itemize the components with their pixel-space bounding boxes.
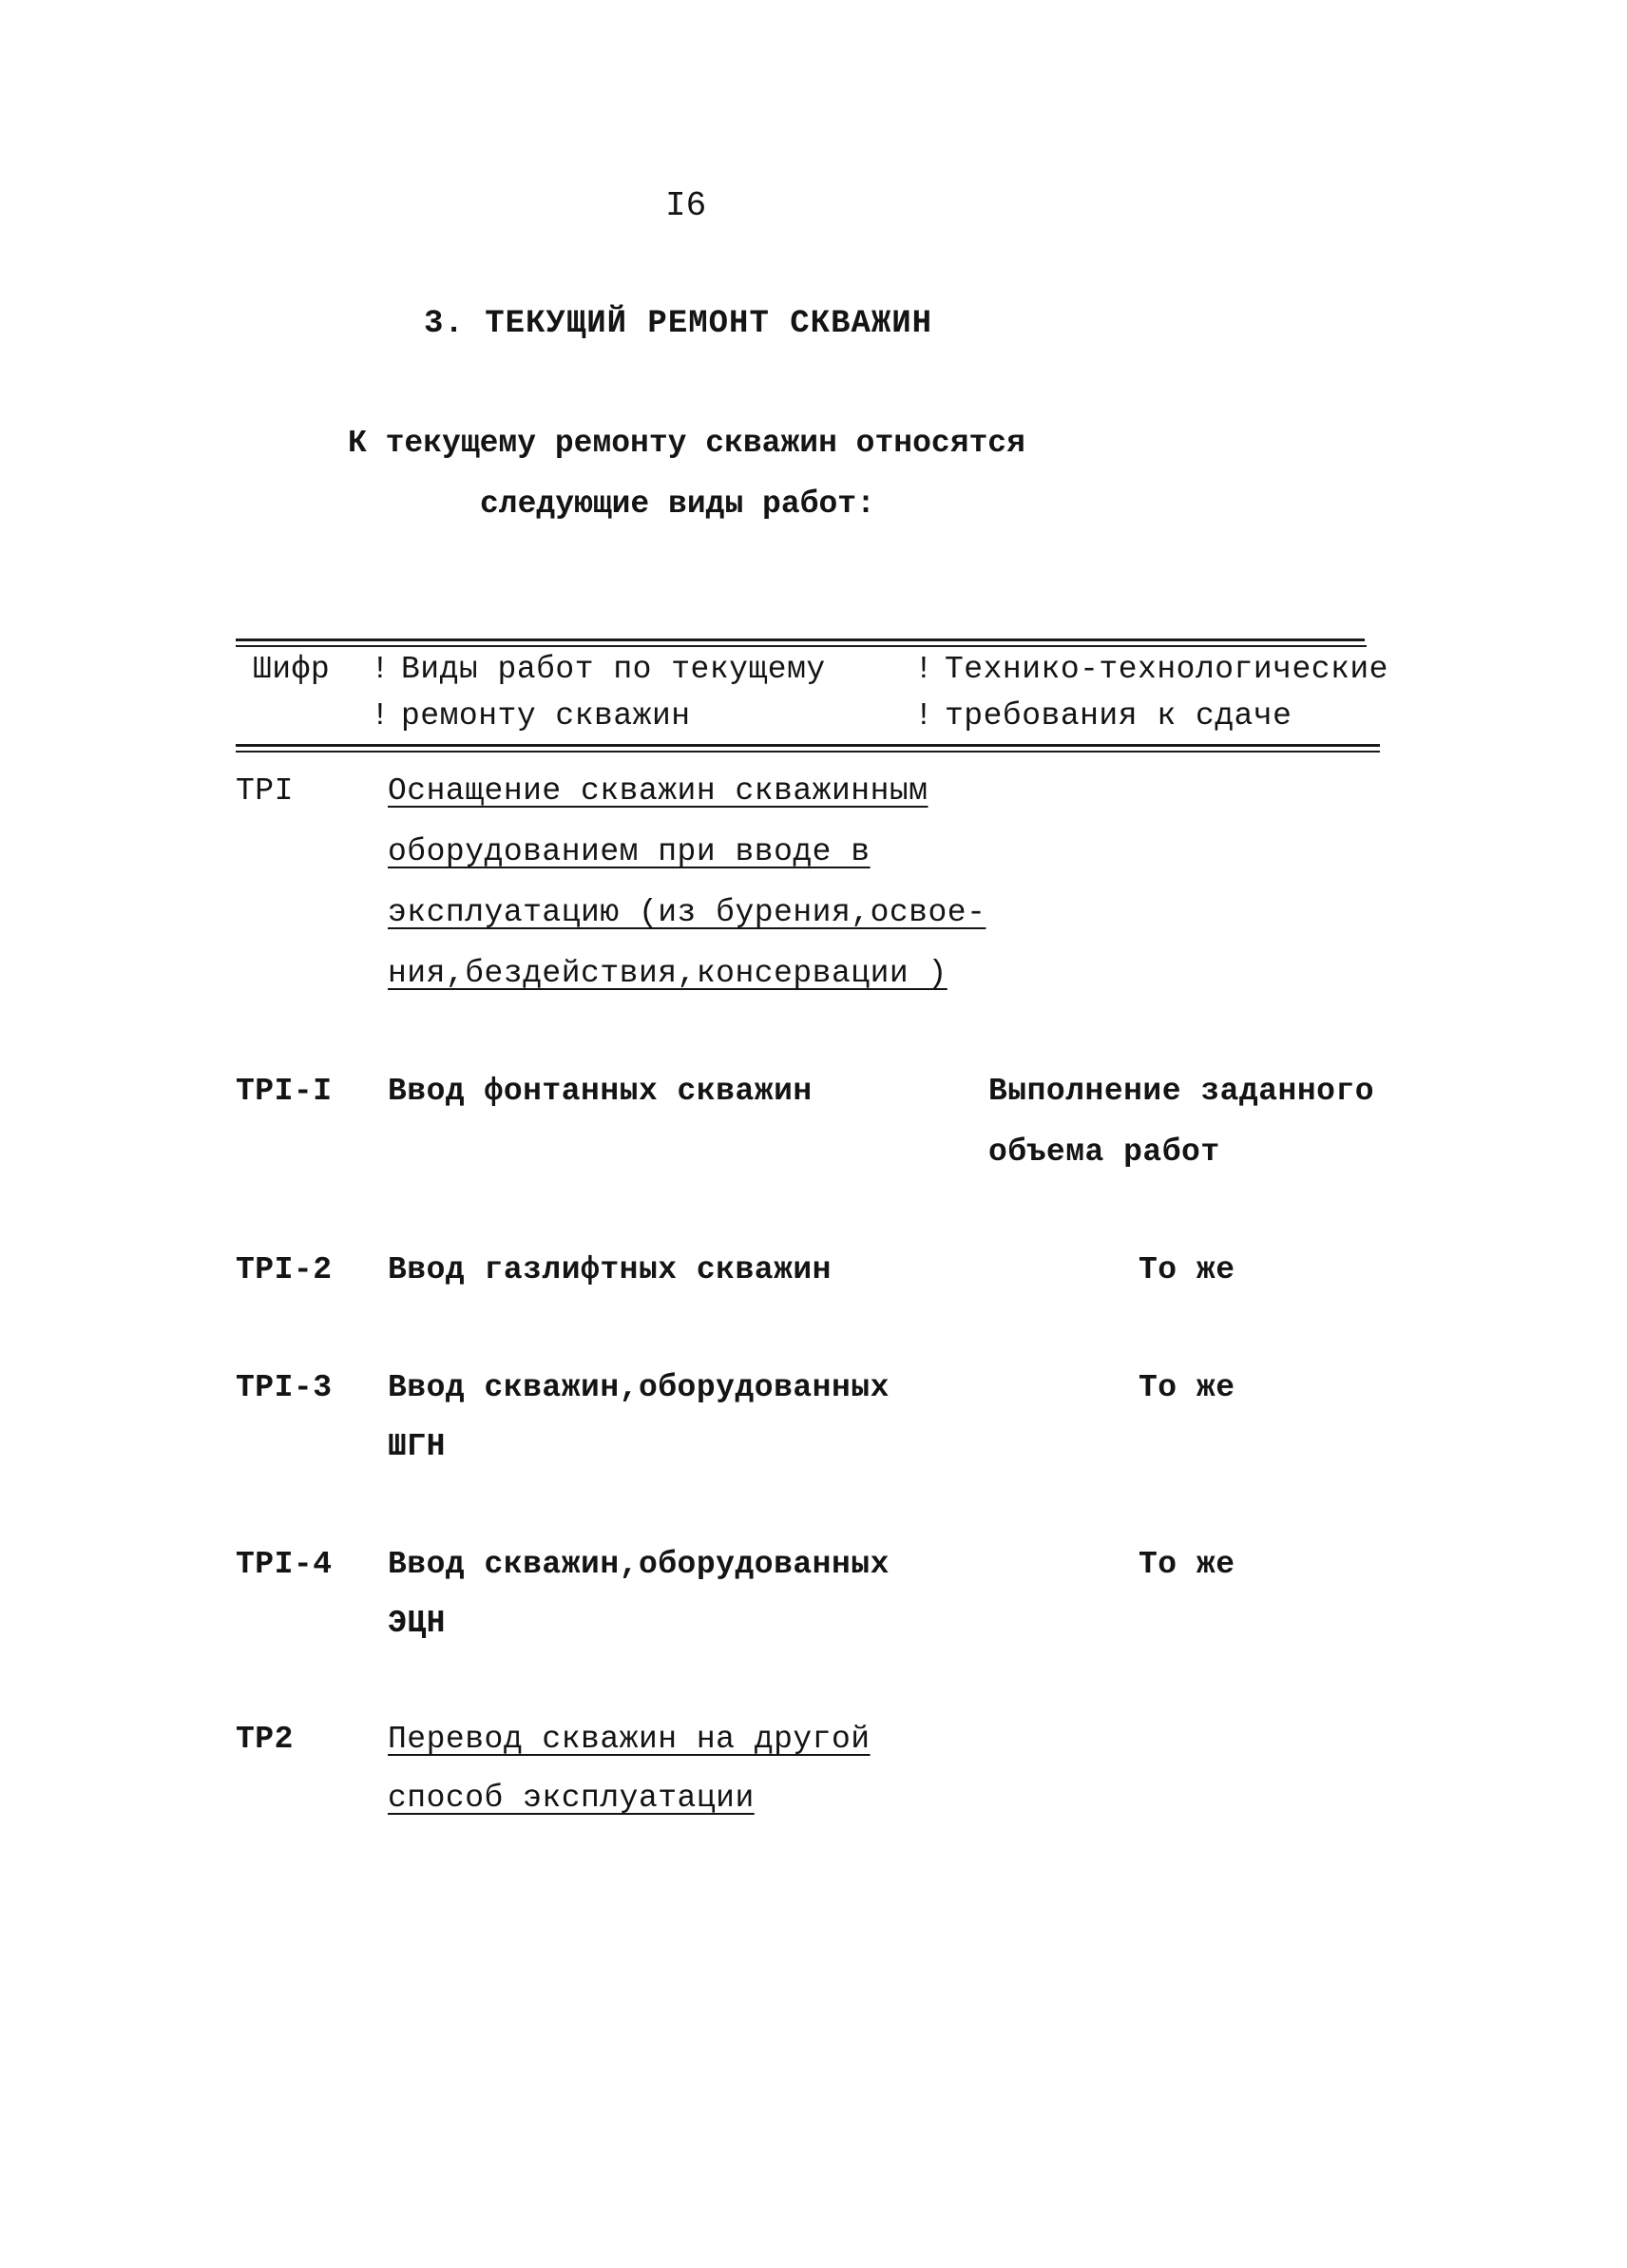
intro-text-line1: К текущему ремонту скважин относятся xyxy=(348,426,1025,461)
row-requirements-line: Выполнение заданного xyxy=(988,1074,1375,1109)
row-works-line: оборудованием при вводе в xyxy=(388,834,871,869)
row-requirements-line: То же xyxy=(1139,1370,1235,1405)
section-title: 3. ТЕКУЩИЙ РЕМОНТ СКВАЖИН xyxy=(424,306,933,342)
intro-text-line2: следующие виды работ: xyxy=(480,486,875,522)
row-code: ТР2 xyxy=(236,1722,294,1757)
header-separator-2: ! xyxy=(914,652,934,687)
row-works-line: Перевод скважин на другой xyxy=(388,1722,871,1757)
row-code: ТРI xyxy=(236,773,294,809)
row-code: ТРI-I xyxy=(236,1074,333,1109)
header-requirements-line2: требования к сдаче xyxy=(945,698,1292,734)
row-code: ТРI-3 xyxy=(236,1370,333,1405)
header-separator-1: ! xyxy=(371,652,391,687)
row-works-line: Ввод скважин,оборудованных xyxy=(388,1547,890,1582)
row-works-line: Ввод газлифтных скважин xyxy=(388,1252,832,1287)
row-requirements-line: объема работ xyxy=(988,1134,1220,1170)
header-separator-2b: ! xyxy=(914,698,934,734)
header-code: Шифр xyxy=(253,652,331,687)
row-works-line: Оснащение скважин скважинным xyxy=(388,773,928,809)
table-top-rule xyxy=(236,638,1365,641)
table-header-rule-second xyxy=(236,751,1380,753)
row-works-line: Ввод скважин,оборудованных xyxy=(388,1370,890,1405)
row-works-line: эксплуатацию (из бурения,освое- xyxy=(388,895,986,930)
row-works-line: ния,бездействия,консервации ) xyxy=(388,956,947,991)
row-works-line: ЭЦН xyxy=(388,1606,446,1641)
row-code: ТРI-2 xyxy=(236,1252,333,1287)
header-works-line2: ремонту скважин xyxy=(401,698,691,734)
header-separator-1b: ! xyxy=(371,698,391,734)
header-requirements-line1: Технико-технологические xyxy=(945,652,1388,687)
row-code: ТРI-4 xyxy=(236,1547,333,1582)
row-requirements-line: То же xyxy=(1139,1547,1235,1582)
row-works-line: способ эксплуатации xyxy=(388,1781,755,1816)
page-number: I6 xyxy=(665,186,707,225)
table-header-rule xyxy=(236,744,1380,747)
row-works-line: ШГН xyxy=(388,1429,446,1464)
header-works-line1: Виды работ по текущему xyxy=(401,652,826,687)
table-top-rule-second xyxy=(236,645,1367,647)
row-works-line: Ввод фонтанных скважин xyxy=(388,1074,813,1109)
row-requirements-line: То же xyxy=(1139,1252,1235,1287)
